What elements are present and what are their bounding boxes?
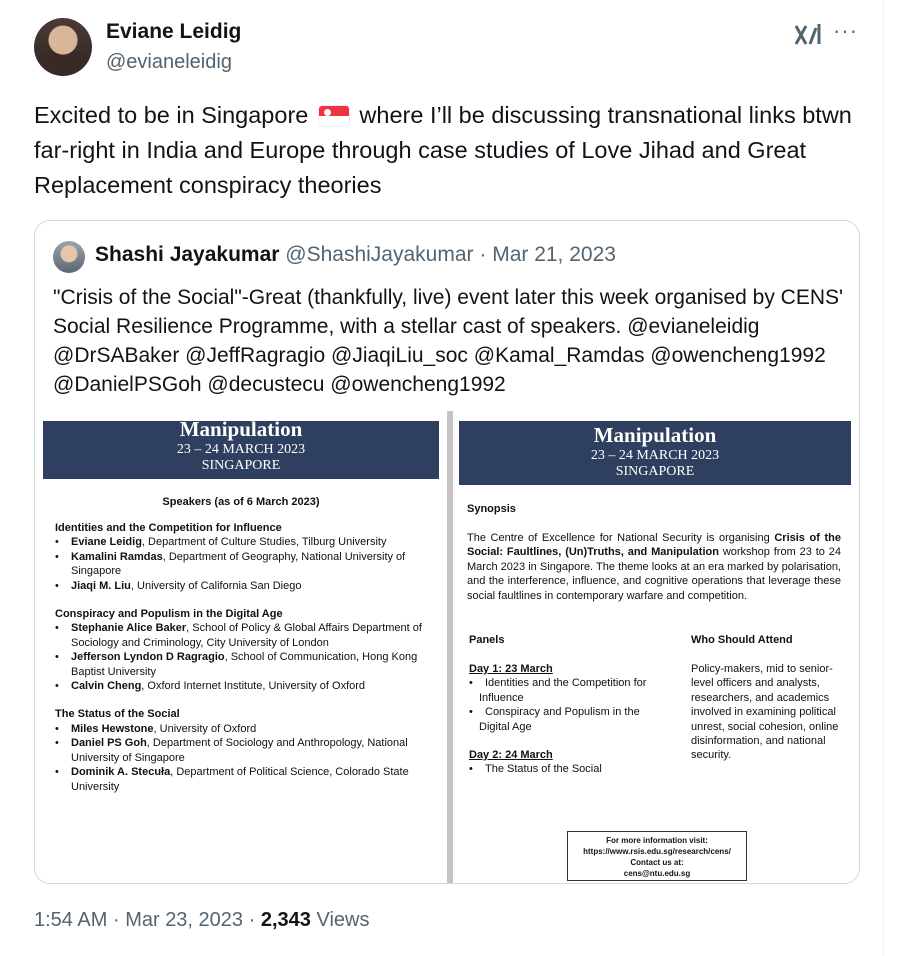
panel-item: • Identities and the Competition for Influence xyxy=(469,676,649,705)
speaker-item: • Stephanie Alice Baker, School of Policy & Global Affairs Department of Sociology and Criminology, City University of London xyxy=(55,621,433,650)
tweet-time[interactable]: 1:54 AM xyxy=(34,909,108,931)
flyer-left-place: SINGAPORE xyxy=(201,458,281,473)
panel-item: • The Status of the Social xyxy=(469,762,649,776)
views-count: 2,343 xyxy=(260,909,311,931)
flyer-left-dates: 23 – 24 MARCH 2023 xyxy=(176,442,306,457)
quoted-author-handle[interactable]: @ShashiJayakumar xyxy=(285,243,474,266)
grok-icon[interactable] xyxy=(793,20,823,50)
author-name[interactable]: Eviane Leidig xyxy=(106,20,242,43)
author-handle[interactable]: @evianeleidig xyxy=(106,51,232,73)
flyer-right-place: SINGAPORE xyxy=(615,464,695,479)
speaker-item: • Miles Hewstone, University of Oxford xyxy=(55,722,433,736)
speakers-heading: Speakers (as of 6 March 2023) xyxy=(162,496,320,508)
quoted-avatar[interactable] xyxy=(53,241,85,273)
synopsis-text: The Centre of Excellence for National Security is organising Crisis of the Social: Faultlines, (Un)Truths, and Manipulation workshop from 23 to 24 March 2023 in Singapore. The theme looks at an era marked by polarisation, and the interference, influence, and cognitive operations that leverage these social faultlines in contemporary warfare and competition. xyxy=(467,532,841,602)
quoted-author-name[interactable]: Shashi Jayakumar xyxy=(95,243,280,266)
flyer-right-banner xyxy=(459,421,851,485)
attend-text: Policy-makers, mid to senior-level officers and analysts, researchers, and academics involved in examining political unrest, social cohesion, online disinformation, and national security. xyxy=(691,663,839,762)
section-1-title: Identities and the Competition for Influence xyxy=(55,522,282,534)
tweet-text: Excited to be in Singapore where I’ll be discussing transnational links btwn far-right in India and Europe through case studies of Love Jihad and Great Replacement conspiracy theories xyxy=(34,102,852,198)
panel-item: • Conspiracy and Populism in the Digital Age xyxy=(469,705,649,734)
more-icon[interactable]: ··· xyxy=(833,18,858,43)
quoted-tweet[interactable] xyxy=(34,220,860,884)
speaker-item: • Eviane Leidig, Department of Culture Studies, Tilburg University xyxy=(55,535,433,549)
info-email: cens@ntu.edu.sg xyxy=(623,869,691,878)
speaker-item: • Jiaqi M. Liu, University of California San Diego xyxy=(55,579,433,593)
speaker-item: • Kamalini Ramdas, Department of Geography, National University of Singapore xyxy=(55,550,433,579)
quoted-separator: · xyxy=(479,243,487,266)
flyer-right-dates: 23 – 24 MARCH 2023 xyxy=(590,448,720,463)
speakers-list xyxy=(55,521,433,794)
info-line: Contact us at: xyxy=(630,858,684,867)
contact-info-box xyxy=(567,831,747,881)
flyer-left-title: Manipulation xyxy=(179,417,303,441)
speaker-item: • Calvin Cheng, Oxford Internet Institute, University of Oxford xyxy=(55,679,433,693)
info-url: https://www.rsis.edu.sg/research/cens/ xyxy=(583,847,731,856)
quoted-header xyxy=(95,243,616,267)
flyer-left-banner xyxy=(43,417,439,479)
attend-heading: Who Should Attend xyxy=(691,634,793,646)
speaker-item: • Jefferson Lyndon D Ragragio, School of Communication, Hong Kong Baptist University xyxy=(55,650,433,679)
speaker-item: • Dominik A. Stecuła, Department of Political Science, Colorado State University xyxy=(55,765,433,794)
quoted-text: "Crisis of the Social"-Great (thankfully, live) event later this week organised by CENS' Social Resilience Programme, with a stellar cast of speakers. @evianeleidig @DrSABaker @JeffRagragio @JiaqiLiu_soc @Kamal_Ramdas @owencheng1992 @DanielPSGoh @decustecu @owencheng1992 xyxy=(53,286,844,396)
info-line: For more information visit: xyxy=(606,836,708,845)
footer-separator: · xyxy=(112,909,120,931)
flyer-right-title: Manipulation xyxy=(593,423,717,447)
tweet-date[interactable]: Mar 23, 2023 xyxy=(125,909,244,931)
section-2-title: Conspiracy and Populism in the Digital Age xyxy=(55,608,283,621)
footer-separator: · xyxy=(248,909,256,931)
avatar[interactable] xyxy=(34,18,92,76)
tweet-footer xyxy=(34,909,369,932)
panels-list xyxy=(469,662,649,777)
synopsis-heading: Synopsis xyxy=(467,503,516,515)
speaker-item: • Daniel PS Goh, Department of Sociology and Anthropology, National University of Singapore xyxy=(55,736,433,765)
quoted-date[interactable]: Mar 21, 2023 xyxy=(492,243,616,266)
views-label: Views xyxy=(316,909,370,931)
day-1-label: Day 1: 23 March xyxy=(469,663,553,675)
day-2-label: Day 2: 24 March xyxy=(469,749,553,762)
panels-heading: Panels xyxy=(469,634,505,646)
section-3-title: The Status of the Social xyxy=(55,708,180,721)
singapore-flag-icon xyxy=(319,106,349,126)
